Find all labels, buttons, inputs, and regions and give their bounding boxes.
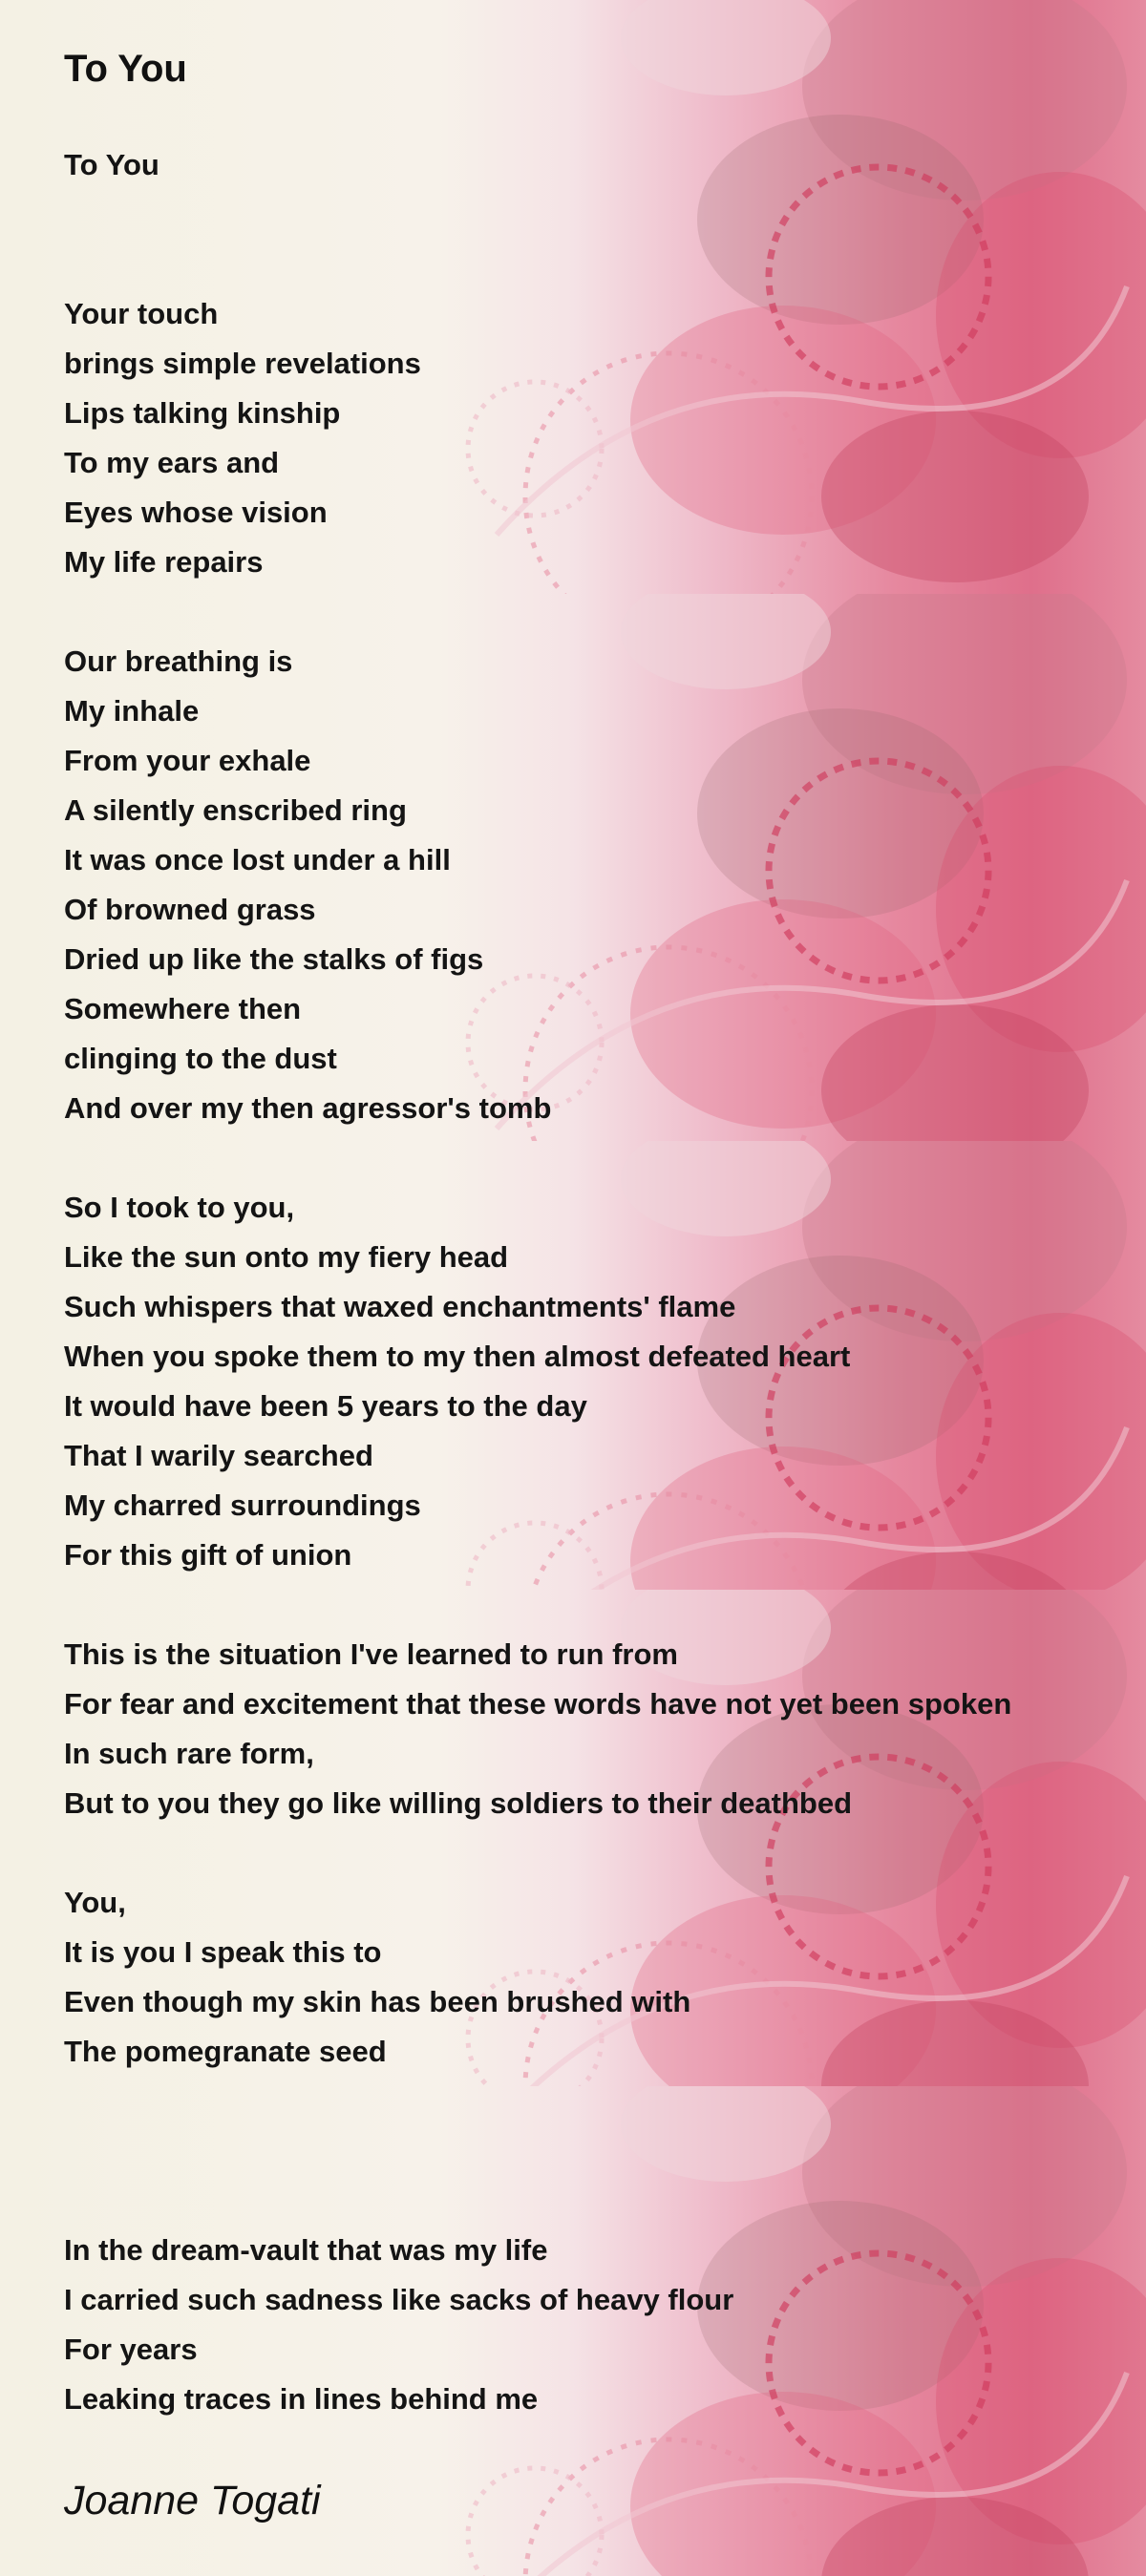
poem-line: The pomegranate seed bbox=[64, 2035, 387, 2068]
poem-line: Like the sun onto my fiery head bbox=[64, 1240, 509, 1274]
poem-line: In the dream-vault that was my life bbox=[64, 2233, 548, 2267]
poem-line: In such rare form, bbox=[64, 1737, 314, 1770]
poem-line: Leaking traces in lines behind me bbox=[64, 2382, 539, 2416]
poem-line: Somewhere then bbox=[64, 992, 302, 1025]
poem-line: My inhale bbox=[64, 694, 200, 728]
poem-line: It would have been 5 years to the day bbox=[64, 1389, 587, 1423]
poem-line: For this gift of union bbox=[64, 1538, 352, 1572]
poem-line: For years bbox=[64, 2333, 198, 2366]
poem-line: Of browned grass bbox=[64, 893, 316, 926]
poem-line: To You bbox=[64, 148, 159, 181]
poem-line: Such whispers that waxed enchantments' flame bbox=[64, 1290, 736, 1323]
poem-line: That I warily searched bbox=[64, 1439, 373, 1472]
poem-line: And over my then agressor's tomb bbox=[64, 1091, 552, 1125]
poem-line: I carried such sadness like sacks of heavy flour bbox=[64, 2283, 734, 2316]
poem-line: Our breathing is bbox=[64, 644, 293, 678]
poem-line: Lips talking kinship bbox=[64, 396, 341, 430]
poem-line: It is you I speak this to bbox=[64, 1935, 382, 1969]
poem-author: Joanne Togati bbox=[64, 2478, 321, 2523]
poem-line: Your touch bbox=[64, 297, 219, 330]
poem-line: Eyes whose vision bbox=[64, 496, 328, 529]
poem-line: Dried up like the stalks of figs bbox=[64, 942, 484, 976]
poem-line: You, bbox=[64, 1886, 126, 1919]
poem-line: But to you they go like willing soldiers to their deathbed bbox=[64, 1786, 853, 1820]
poem-line: To my ears and bbox=[64, 446, 280, 479]
poem-line: A silently enscribed ring bbox=[64, 793, 407, 827]
poem-line: From your exhale bbox=[64, 744, 311, 777]
poem-line: For fear and excitement that these words have not yet been spoken bbox=[64, 1687, 1012, 1721]
poem-line: My charred surroundings bbox=[64, 1489, 421, 1522]
poem-line: So I took to you, bbox=[64, 1191, 295, 1224]
poem-line: My life repairs bbox=[64, 545, 264, 579]
poem-line: This is the situation I've learned to run from bbox=[64, 1637, 678, 1671]
poem-line: When you spoke them to my then almost defeated heart bbox=[64, 1340, 851, 1373]
poem-line: Even though my skin has been brushed with bbox=[64, 1985, 691, 2018]
poem-line: brings simple revelations bbox=[64, 347, 421, 380]
poem-line: clinging to the dust bbox=[64, 1042, 337, 1075]
poem-title: To You bbox=[64, 48, 187, 90]
poem-line: It was once lost under a hill bbox=[64, 843, 451, 876]
